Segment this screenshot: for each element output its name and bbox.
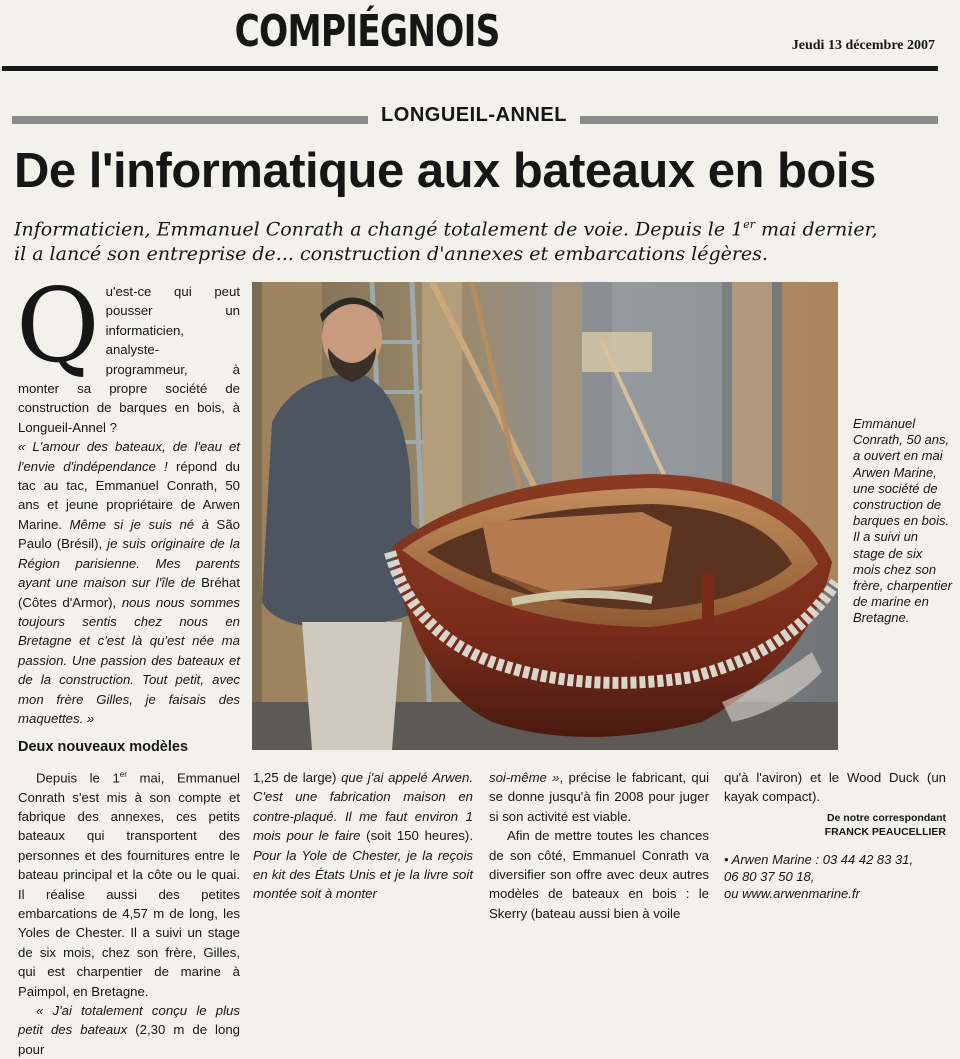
- byline-role: De notre correspondant: [826, 811, 946, 824]
- col2-part-b: que j'ai appelé Arwen. C'est une fabrication maison en contre-plaqué. Il me faut environ 1 mois pour le faire: [253, 770, 473, 844]
- byline: [724, 811, 946, 839]
- lead-line1-sup: er: [743, 218, 756, 231]
- article-column-4: [724, 768, 946, 902]
- lead-line2: il a lancé son entreprise de... construction d'annexes et embarcations légères.: [14, 243, 768, 266]
- section-bar-right: [580, 116, 938, 124]
- design-part-a: « J'ai totalement conçu le plus petit des bateaux: [18, 1003, 240, 1038]
- headline: De l'informatique aux bateaux en bois: [14, 144, 876, 198]
- section-label: LONGUEIL-ANNEL: [381, 104, 567, 126]
- contact-website: ou www.arwenmarine.fr: [724, 885, 860, 901]
- design-part-b: (2,30 m de long pour: [18, 1022, 240, 1057]
- col3-part-a: soi-même »: [489, 770, 560, 785]
- quote-part-g: nous nous sommes toujours sentis chez nous en Bretagne et c'est là qu'est née ma passion. Une passion des bateaux et de la construction. Tout petit, avec mon frère Gilles, je faisais des maquettes. »: [18, 594, 240, 726]
- section-bar-left: [12, 116, 368, 124]
- article-column-3: [489, 768, 709, 923]
- workshop-photo-illustration: [252, 282, 838, 750]
- col3-part-b: , précise le fabricant, qui se donne jusqu'à fin 2008 pour juger si son activité est viable.: [489, 770, 709, 824]
- byline-author: FRANCK PEAUCELLIER: [824, 825, 946, 838]
- paragraph-design: [18, 1001, 240, 1059]
- col2-part-a: 1,25 de large): [253, 770, 342, 785]
- newspaper-edition-title: COMPIÉGNOIS: [234, 6, 500, 57]
- models-part-b: mai, Emmanuel Conrath s'est mis à son compte et fabrique des annexes, ces petits bateaux qui transportent des personnes et des fournitures entre le bateau principal et la côte ou le quai. Il réalise aussi des petites embarcations de 4,57 m de long, les Yoles de Chester. Il a suivi un stage de six mois, chez son frère, Gilles, qui est charpentier de marine à Paimpol, en Bretagne.: [18, 770, 240, 999]
- photo-caption: Emmanuel Conrath, 50 ans, a ouvert en mai Arwen Marine, une société de construction de barques en bois. Il a suivi un stage de six mois chez son frère, charpentier de marine en Bretagne.: [853, 416, 952, 626]
- quote-part-b: répond du tac au tac, Emmanuel Conrath, 50 ans et jeune propriétaire de Arwen Marine.: [18, 458, 240, 532]
- lead-line1-a: Informaticien, Emmanuel Conrath a changé totalement de voie. Depuis le 1: [14, 218, 744, 241]
- contact-phone-1: • Arwen Marine : 03 44 42 83 31,: [724, 851, 914, 867]
- masthead: [0, 0, 960, 60]
- quote-part-f: Bréhat (Côtes d'Armor),: [18, 575, 240, 610]
- paragraph-intro: [16, 267, 240, 437]
- publication-date: Jeudi 13 décembre 2007: [791, 38, 935, 53]
- paragraph-col4: qu'à l'aviron) et le Wood Duck (un kayak compact).: [724, 770, 946, 805]
- article-column-2: [253, 768, 473, 904]
- paragraph-col2: [253, 768, 473, 904]
- quote-part-d: São Paulo (Brésil),: [18, 516, 240, 552]
- paragraph-col3-b: Afin de mettre toutes les chances de son côté, Emmanuel Conrath va diversifier son offre avec deux autres modèles de bateaux en bois : le Skerry (bateau aussi bien à voile: [489, 828, 709, 921]
- quote-part-c: Même si je suis né à: [69, 516, 209, 532]
- intro-text: u'est-ce qui peut pousser un informaticien, analyste-programmeur, à monter sa propre société de construction de barques en bois, à Longueil-Annel ?: [18, 284, 240, 435]
- contact-phone-2: 06 80 37 50 18,: [724, 868, 815, 884]
- models-part-a: Depuis le 1: [36, 770, 120, 786]
- models-sup: er: [119, 769, 127, 779]
- quote-part-e: je suis originaire de la Région parisienne. Mes parents ayant une maison sur l'île de: [18, 536, 240, 591]
- subheading: Deux nouveaux modèles: [18, 739, 189, 756]
- article-column-1: [16, 267, 240, 1059]
- lead-paragraph: [14, 212, 944, 267]
- lead-line1-b: mai dernier,: [755, 218, 878, 241]
- paragraph-col3-a: [489, 768, 709, 826]
- article-photo: [252, 282, 838, 750]
- drop-cap: Q: [16, 267, 100, 386]
- paragraph-models: [18, 765, 240, 1001]
- col2-part-d: Pour la Yole de Chester, je la reçois en kit des États Unis et je la livre soit montée soit à monter: [253, 847, 473, 902]
- paragraph-quote: [18, 437, 240, 728]
- contact-info: [724, 851, 946, 902]
- col2-part-c: (soit 150 heures).: [360, 828, 473, 844]
- quote-part-a: « L'amour des bateaux, de l'eau et l'envie d'indépendance !: [18, 439, 240, 474]
- masthead-rule: [2, 66, 938, 71]
